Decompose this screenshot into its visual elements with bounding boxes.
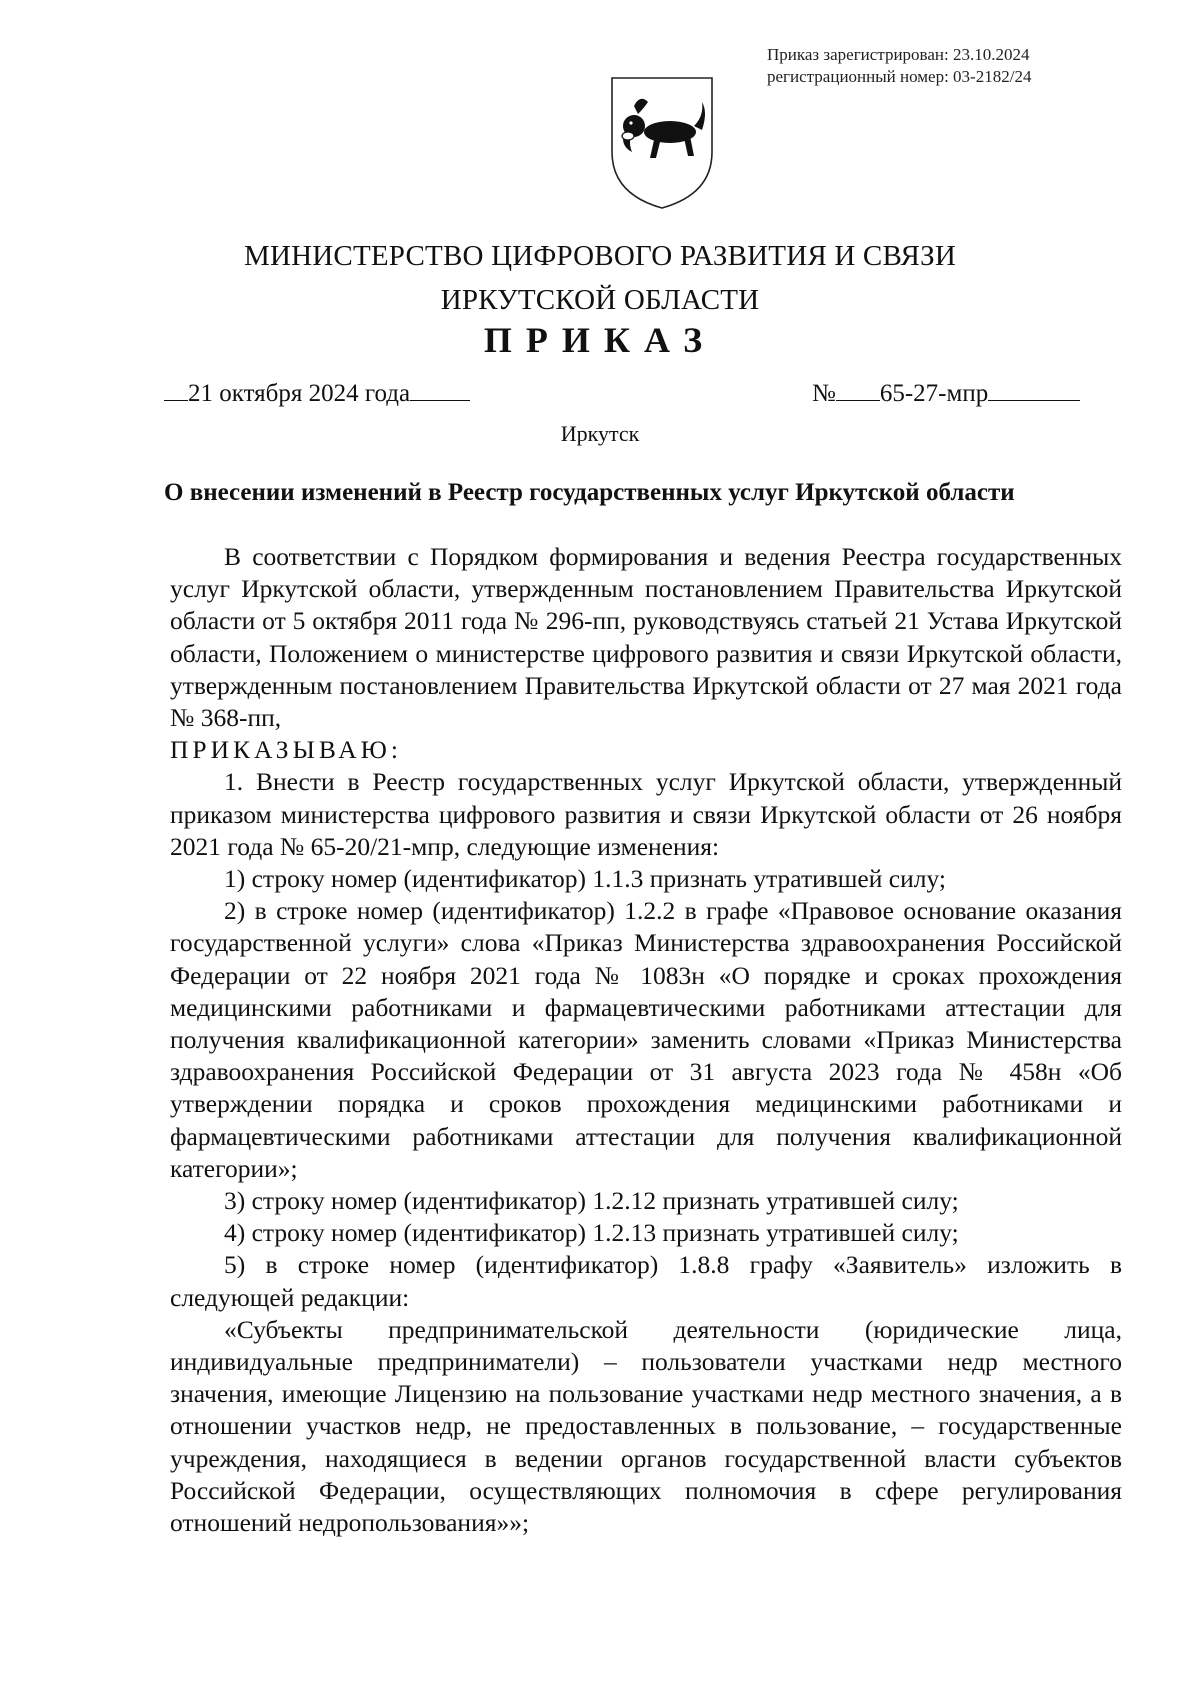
underline [164, 376, 188, 401]
ministry-line-2: ИРКУТСКОЙ ОБЛАСТИ [440, 284, 760, 316]
order-number-value: 65-27-мпр [879, 380, 989, 407]
order-date-text: 21 октября 2024 года [188, 380, 411, 407]
subclause-1: 1) строку номер (идентификатор) 1.1.3 признать утратившей силу; [224, 864, 946, 894]
registration-date: Приказ зарегистрирован: 23.10.2024 [767, 45, 1030, 64]
underline [410, 376, 470, 401]
order-body [170, 541, 1122, 1539]
order-date [164, 376, 470, 410]
underline [988, 376, 1080, 401]
underline [836, 376, 880, 401]
subclause-2: 2) в строке номер (идентификатор) 1.2.2 в графе «Правовое основание оказания государственной услуги» слова «Приказ Министерства здравоохранения Российской Федерации от 22 ноября 2021 года № 1083н «О порядке и сроках прохождения медицинскими работниками и фармацевтическими работниками аттестации для получения квалификационной категории» заменить словами «Приказ Министерства здравоохранения Российской Федерации от 31 августа 2023 года № 458н «Об утверждении порядка и сроков прохождения медицинскими работниками и фармацевтическими работниками аттестации для получения квалификационной категории»; [170, 896, 1122, 1183]
number-sign: № [812, 380, 836, 407]
ministry-line-1: МИНИСТЕРСТВО ЦИФРОВОГО РАЗВИТИЯ И СВЯЗИ [244, 240, 956, 272]
order-number [812, 376, 1080, 410]
subclause-5-text: «Субъекты предпринимательской деятельности (юридические лица, индивидуальные предприниматели) – пользователи участками недр местного значения, имеющие Лицензию на пользование участками недр местного значения, а в отношении участков недр, не предоставленных в пользование, – государственные учреждения, находящиеся в ведении органов государственной власти субъектов Российской Федерации, осуществляющих полномочия в сфере регулирования отношений недропользования»»; [170, 1314, 1122, 1538]
subclause-3: 3) строку номер (идентификатор) 1.2.12 признать утратившей силу; [224, 1186, 959, 1216]
irkutsk-coat-of-arms-icon [604, 72, 720, 212]
subclause-5: 5) в строке номер (идентификатор) 1.8.8 графу «Заявитель» изложить в следующей редакции: [170, 1250, 1122, 1312]
city-name: Иркутск [560, 421, 640, 446]
registration-stamp [767, 44, 1031, 88]
registration-number: регистрационный номер: 03-2182/24 [767, 67, 1032, 86]
clause-1: 1. Внести в Реестр государственных услуг Иркутской области, утвержденный приказом министерства цифрового развития и связи Иркутской области от 26 ноября 2021 года № 65-20/21-мпр, следующие изменения: [170, 767, 1122, 861]
preamble-paragraph: В соответствии с Порядком формирования и ведения Реестра государственных услуг Иркутской области, утвержденным постановлением Правительства Иркутской области от 5 октября 2011 года № 296-пп, руководствуясь статьей 21 Устава Иркутской области, Положением о министерстве цифрового развития и связи Иркутской области, утвержденным постановлением Правительства Иркутской области от 27 мая 2021 года № 368-пп, [170, 542, 1122, 733]
subclause-4: 4) строку номер (идентификатор) 1.2.13 признать утратившей силу; [224, 1218, 959, 1248]
ministry-name [0, 234, 1200, 322]
order-command: ПРИКАЗЫВАЮ: [170, 735, 402, 765]
order-heading: О внесении изменений в Реестр государственных услуг Иркутской области [164, 479, 1015, 506]
document-type-title: ПРИКАЗ [483, 320, 717, 360]
